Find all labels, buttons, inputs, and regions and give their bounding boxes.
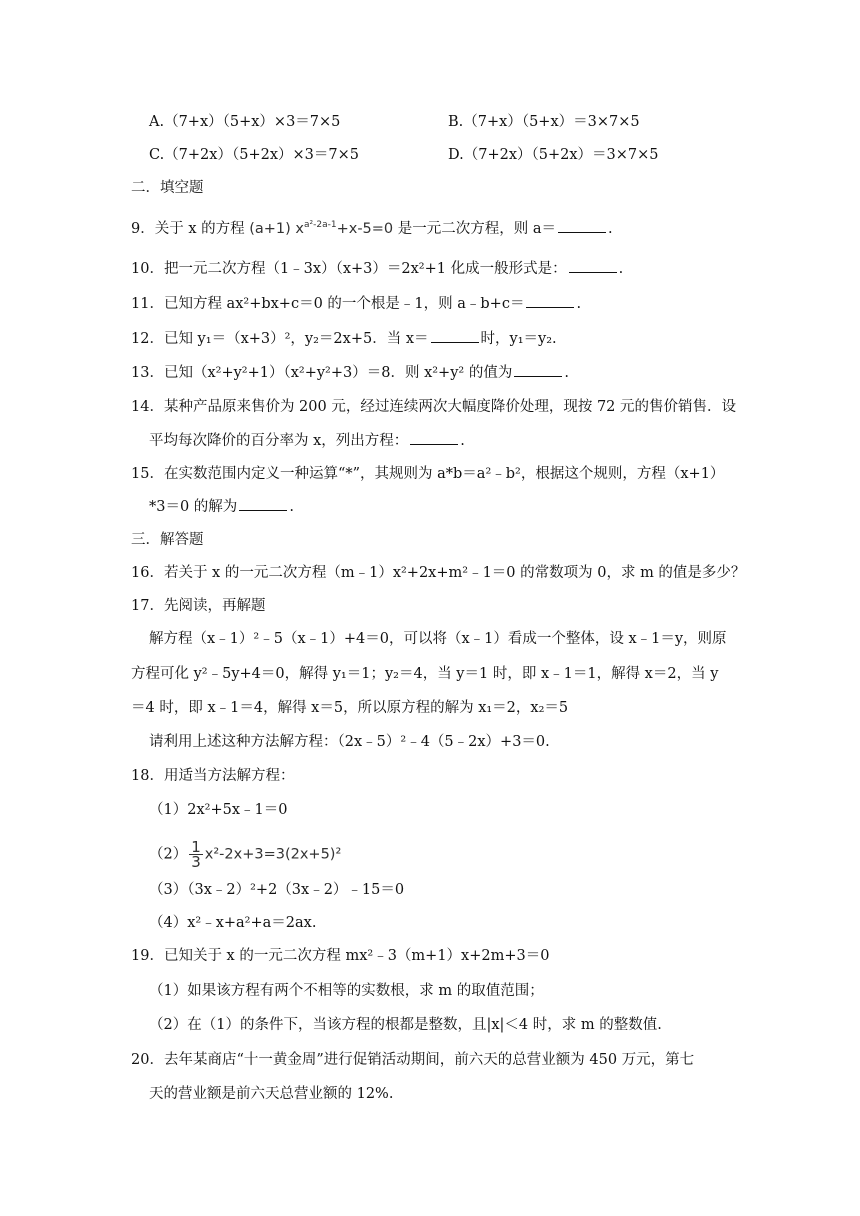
question-18-sub-3: （3）（3x﹣2）²+2（3x﹣2）﹣15＝0	[149, 882, 405, 898]
section-fill-blank: 二．填空题	[131, 180, 204, 196]
question-20-line-2: 天的营业额是前六天总营业额的 12%.	[149, 1086, 394, 1102]
question-17-para-1: 解方程（x﹣1）²﹣5（x﹣1）+4＝0，可以将（x﹣1）看成一个整体，设 x﹣1＝y，则原	[149, 631, 727, 647]
question-17-para-2: 方程可化 y²﹣5y+4＝0，解得 y₁＝1；y₂＝4，当 y＝1 时，即 x﹣1＝1，解得 x＝2，当 y	[131, 666, 719, 682]
answer-blank[interactable]	[526, 295, 574, 308]
answer-blank[interactable]	[569, 260, 617, 273]
question-13: 13．已知（x²+y²+1）（x²+y²+3）＝8．则 x²+y² 的值为 .	[131, 365, 569, 381]
answer-blank[interactable]	[514, 364, 562, 377]
answer-blank[interactable]	[239, 498, 287, 511]
q9-post: 是一元二次方程，则 a＝	[397, 221, 557, 237]
question-15-line-2: *3＝0 的解为 .	[149, 499, 294, 515]
choice-a: A.（7+x）（5+x）×3＝7×5	[149, 114, 341, 130]
q9-pre: 9．关于 x 的方程	[131, 221, 245, 237]
question-17-para-3: ＝4 时，即 x﹣1＝4，解得 x＝5，所以原方程的解为 x₁＝2，x₂＝5	[131, 700, 569, 716]
answer-blank[interactable]	[558, 220, 606, 233]
question-19-sub-1: （1）如果该方程有两个不相等的实数根，求 m 的取值范围；	[149, 983, 544, 999]
question-12: 12．已知 y₁＝（x+3）²，y₂＝2x+5．当 x＝ 时，y₁＝y₂.	[131, 331, 557, 347]
choice-b: B.（7+x）（5+x）＝3×7×5	[448, 114, 640, 130]
choice-c: C.（7+2x）（5+2x）×3＝7×5	[149, 147, 359, 163]
question-9: 9．关于 x 的方程 (a+1) $x^{a^2-2a-1}+x-5=0$ 是一元二次方程，则 a＝ .	[131, 220, 613, 237]
section-solve: 三．解答题	[131, 532, 204, 548]
question-17-para-4: 请利用上述这种方法解方程：（2x﹣5）²﹣4（5﹣2x）+3＝0.	[149, 734, 550, 750]
question-11: 11．已知方程 ax²+bx+c＝0 的一个根是﹣1，则 a﹣b+c＝ .	[131, 296, 582, 312]
question-14-line-1: 14．某种产品原来售价为 200 元，经过连续两次大幅度降价处理，现按 72 元的售价销售．设	[131, 399, 737, 415]
question-18-sub-2: （2） $\frac{1}{3}$ x²-2x+3=3(2x+5)²	[149, 838, 342, 871]
question-18-sub-1: （1）2x²+5x﹣1＝0	[149, 802, 288, 818]
question-16: 16．若关于 x 的一元二次方程（m﹣1）x²+2x+m²﹣1＝0 的常数项为 0，求 m 的值是多少？	[131, 565, 746, 581]
fraction-one-third: $\frac{1}{3}$	[191, 838, 201, 871]
question-15-line-1: 15．在实数范围内定义一种运算“*”，其规则为 a*b＝a²﹣b²，根据这个规则，方程（x+1）	[131, 466, 725, 482]
question-20-line-1: 20．去年某商店“十一黄金周”进行促销活动期间，前六天的总营业额为 450 万元，第七	[131, 1052, 695, 1068]
question-18-sub-4: （4）x²﹣x+a²+a＝2ax.	[149, 915, 317, 931]
question-19-sub-2: （2）在（1）的条件下，当该方程的根都是整数，且|x|＜4 时，求 m 的整数值.	[149, 1017, 662, 1033]
question-10: 10．把一元二次方程（1﹣3x）（x+3）＝2x²+1 化成一般形式是： .	[131, 261, 624, 277]
q9-equation: (a+1) $x^{a^2-2a-1}+x-5=0$	[249, 220, 394, 237]
question-17-title: 17．先阅读，再解题	[131, 598, 266, 614]
question-14-line-2: 平均每次降价的百分率为 x，列出方程： .	[149, 433, 465, 449]
answer-blank[interactable]	[410, 432, 458, 445]
question-19-title: 19．已知关于 x 的一元二次方程 mx²﹣3（m+1）x+2m+3＝0	[131, 948, 550, 964]
choice-d: D.（7+2x）（5+2x）＝3×7×5	[448, 147, 659, 163]
answer-blank[interactable]	[431, 330, 479, 343]
question-18-title: 18．用适当方法解方程：	[131, 768, 295, 784]
